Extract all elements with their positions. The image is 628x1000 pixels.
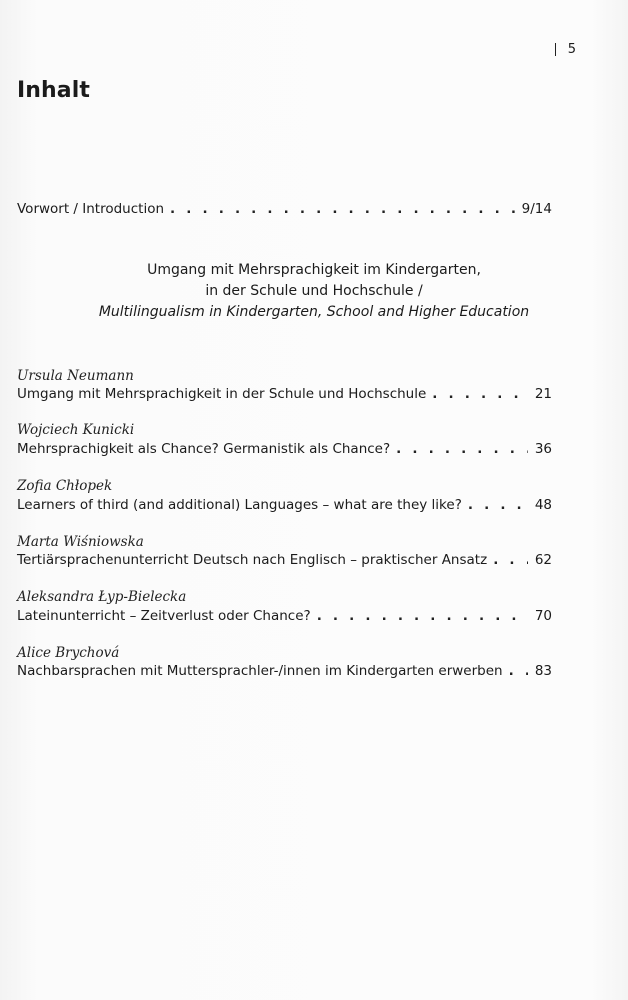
toc-entry-title: Lateinunterricht – Zeitverlust oder Chance? — [17, 608, 311, 624]
section-heading-line: in der Schule und Hochschule / — [205, 283, 423, 299]
toc-entry-title: Nachbarsprachen mit Muttersprachler-/innen im Kindergarten erwerben — [17, 663, 503, 679]
toc-entry-page: 62 — [534, 552, 552, 568]
toc-leader-dots — [432, 385, 528, 403]
toc-entry-page: 70 — [534, 608, 552, 624]
toc-entry[interactable] — [17, 551, 552, 569]
toc-entry-title: Umgang mit Mehrsprachigkeit in der Schule und Hochschule — [17, 386, 427, 402]
toc-entry-page: 9/14 — [521, 201, 552, 217]
toc-entry-title: Mehrsprachigkeit als Chance? Germanistik als Chance? — [17, 441, 391, 457]
toc-entry-title: Vorwort / Introduction — [17, 201, 165, 217]
toc-leader-dots — [170, 200, 515, 218]
toc-entry-page: 21 — [534, 386, 552, 402]
toc-entry-page: 83 — [534, 663, 552, 679]
toc-author: Aleksandra Łyp-Bielecka — [17, 589, 187, 605]
toc-entry-vorwort[interactable] — [17, 200, 552, 218]
page-number: 5 — [567, 42, 576, 57]
toc-author: Alice Brychová — [17, 645, 120, 661]
toc-leader-dots — [509, 662, 528, 680]
toc-author: Ursula Neumann — [17, 368, 134, 384]
toc-leader-dots — [468, 496, 528, 514]
toc-leader-dots — [317, 607, 528, 625]
page-number-block — [555, 42, 576, 57]
section-heading-english: Multilingualism in Kindergarten, School and Higher Education — [98, 304, 530, 320]
toc-author: Marta Wiśniowska — [17, 534, 144, 550]
toc-entry[interactable] — [17, 440, 552, 458]
toc-entry[interactable] — [17, 607, 552, 625]
section-heading — [17, 260, 611, 323]
toc-entry[interactable] — [17, 385, 552, 403]
toc-entry-title: Tertiärsprachenunterricht Deutsch nach Englisch – praktischer Ansatz — [17, 552, 488, 568]
toc-entry-title: Learners of third (and additional) Languages – what are they like? — [17, 497, 462, 513]
toc-entry-page: 48 — [534, 497, 552, 513]
toc-leader-dots — [493, 551, 528, 569]
toc-author: Wojciech Kunicki — [17, 422, 135, 438]
toc-author: Zofia Chłopek — [17, 478, 113, 494]
section-heading-line: Umgang mit Mehrsprachigkeit im Kindergarten, — [147, 262, 481, 278]
toc-entry[interactable] — [17, 662, 552, 680]
toc-leader-dots — [396, 440, 528, 458]
toc-entry[interactable] — [17, 496, 552, 514]
page-number-divider — [555, 43, 556, 56]
page-title: Inhalt — [17, 78, 91, 103]
toc-entry-page: 36 — [534, 441, 552, 457]
